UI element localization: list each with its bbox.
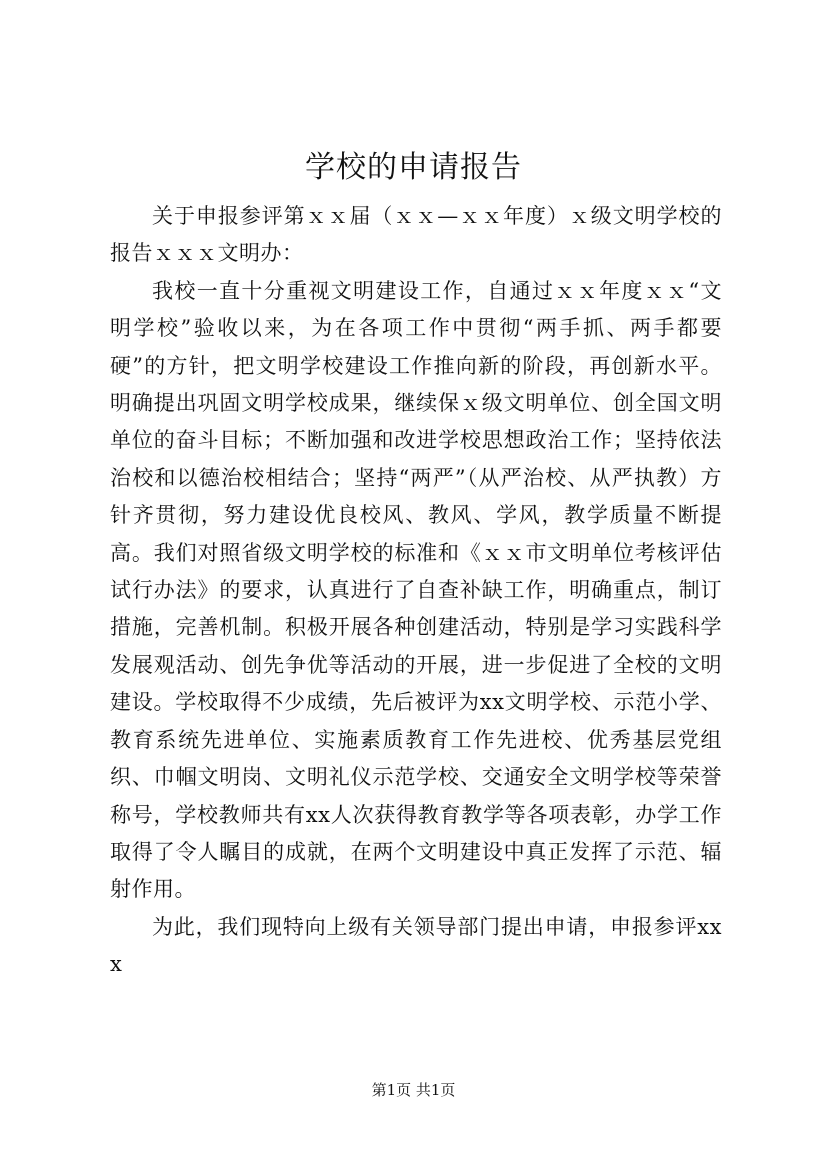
document-body	[110, 198, 722, 984]
paragraph-salutation: 关于申报参评第ｘｘ届（ｘｘ—ｘｘ年度）ｘ级文明学校的报告ｘｘｘ文明办：	[110, 204, 722, 266]
document-title: 学校的申请报告	[305, 150, 522, 185]
page-number-footer: 第1页 共1页	[371, 1081, 456, 1099]
paragraph-main: 我校一直十分重视文明建设工作，自通过ｘｘ年度ｘｘ“文明学校”验收以来，为在各项工作中贯彻“两手抓、两手都要硬”的方针，把文明学校建设工作推向新的阶段，再创新水平。明确提出巩固文明学校成果，继续保ｘ级文明单位、创全国文明单位的奋斗目标；不断加强和改进学校思想政治工作；坚持依法治校和以德治校相结合；坚持“两严”（从严治校、从严执教）方针齐贯彻，努力建设优良校风、教风、学风，教学质量不断提高。我们对照省级文明学校的标准和《ｘｘ市文明单位考核评估试行办法》的要求，认真进行了自查补缺工作，明确重点，制订措施，完善机制。积极开展各种创建活动，特别是学习实践科学发展观活动、创先争优等活动的开展，进一步促进了全校的文明建设。学校取得不少成绩，先后被评为xx文明学校、示范小学、教育系统先进单位、实施素质教育工作先进校、优秀基层党组织、巾帼文明岗、文明礼仪示范学校、交通安全文明学校等荣誉称号，学校教师共有xx人次获得教育教学等各项表彰，办学工作取得了令人瞩目的成就，在两个文明建设中真正发挥了示范、辐射作用。	[110, 278, 722, 902]
paragraph-request: 为此，我们现特向上级有关领导部门提出申请，申报参评xxx	[110, 914, 722, 977]
